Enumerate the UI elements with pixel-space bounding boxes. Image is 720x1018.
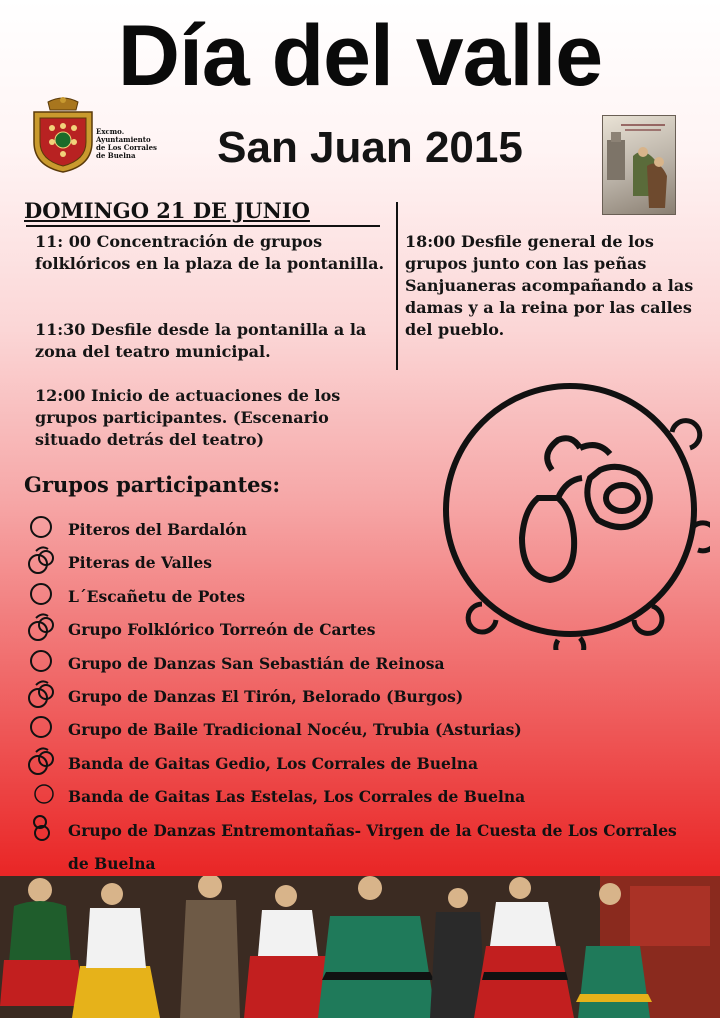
list-item: [22, 708, 702, 741]
list-item: [22, 742, 702, 775]
group-name: Grupo Folklórico Torreón de Cartes: [68, 620, 376, 640]
town-council-label: Excmo. Ayuntamiento de Los Corrales de Buelna: [96, 127, 157, 160]
group-name: Banda de Gaitas Gedio, Los Corrales de Buelna: [68, 753, 479, 773]
group-name: Grupo de Danzas El Tirón, Belorado (Burgos): [68, 686, 464, 706]
schedule-item-1130: 11:30 Desfile desde la pontanilla a la zona del teatro municipal.: [35, 320, 367, 361]
ring-icon: [24, 712, 58, 742]
list-item: [22, 642, 702, 675]
group-name: Grupo de Baile Tradicional Nocéu, Trubia (Asturias): [68, 720, 522, 740]
ring-icon: [24, 512, 58, 542]
group-name: Piteros del Bardalón: [68, 520, 247, 539]
event-date-heading: DOMINGO 21 DE JUNIO: [24, 198, 310, 223]
ring-icon: [24, 646, 58, 676]
group-name: Grupo de Danzas Entremontañas- Virgen de la Cuesta de Los Corrales de Buelna: [68, 820, 677, 873]
participant-groups-list: [22, 508, 702, 873]
castanets-icon: [24, 545, 58, 575]
list-item: [22, 809, 702, 873]
ring-icon: [24, 579, 58, 609]
dancers-photo: [0, 876, 720, 1018]
group-name: Banda de Gaitas Las Estelas, Los Corrales de Buelna: [68, 787, 526, 807]
castanets-icon: [24, 679, 58, 709]
schedule-item-1100: 11: 00 Concentración de grupos folklóricos en la plaza de la pontanilla.: [35, 232, 385, 273]
group-name: Piteras de Valles: [68, 553, 213, 573]
castanets-icon: [24, 813, 58, 843]
list-item: [22, 675, 702, 708]
list-item: [22, 508, 702, 541]
mini-poster-image: [602, 115, 676, 215]
ring-icon: [24, 779, 58, 809]
list-item: [22, 608, 702, 641]
group-name: Grupo de Danzas San Sebastián de Reinosa: [68, 653, 445, 673]
schedule-item-1800: 18:00 Desfile general de los grupos junto con las peñas Sanjuaneras acompañando a las damas y a la reina por las calles del pueblo.: [405, 232, 694, 339]
list-item: [22, 775, 702, 808]
town-crest-icon: [28, 96, 98, 174]
castanets-icon: [24, 746, 58, 776]
castanets-icon: [24, 612, 58, 642]
group-name: L´Escañetu de Potes: [68, 586, 246, 606]
list-item: [22, 541, 702, 574]
groups-heading: Grupos participantes:: [24, 472, 281, 497]
poster-title: Día del valle: [117, 8, 603, 104]
column-divider: [396, 202, 398, 370]
list-item: [22, 575, 702, 608]
schedule-item-1200: 12:00 Inicio de actuaciones de los grupos participantes. (Escenario situado detrás del teatro): [35, 386, 341, 449]
heading-divider: [26, 225, 380, 227]
poster-subtitle: San Juan 2015: [217, 123, 523, 172]
